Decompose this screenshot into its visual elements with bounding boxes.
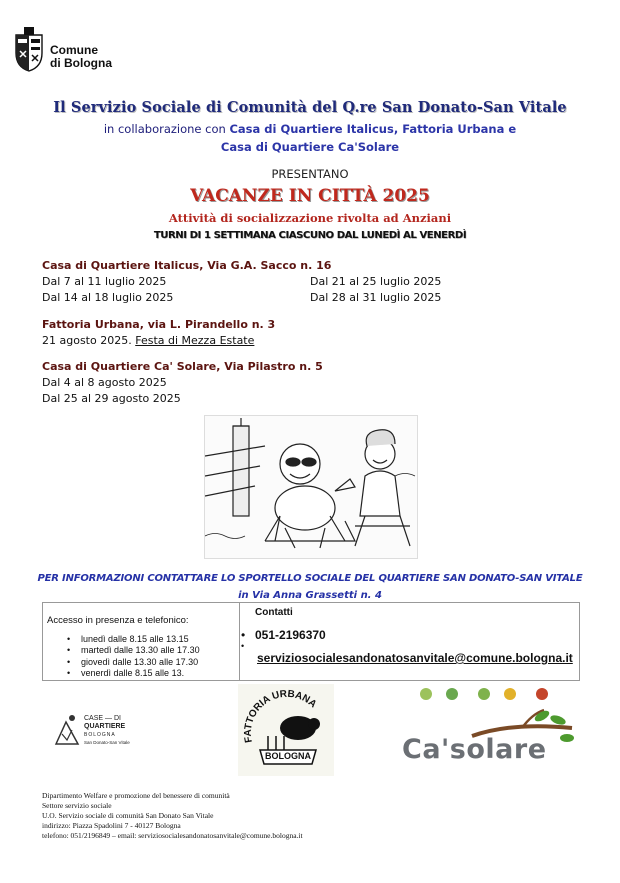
location-casolare: Casa di Quartiere Ca' Solare, Via Pilastro n. 5 xyxy=(42,360,323,373)
footer-line: Dipartimento Welfare e promozione del benessere di comunità xyxy=(42,791,230,800)
casolare-date: Dal 4 al 8 agosto 2025 xyxy=(42,376,167,389)
presentano-label: PRESENTANO xyxy=(271,167,349,181)
casolare-date: Dal 25 al 29 agosto 2025 xyxy=(42,392,181,405)
opening-hours-list xyxy=(67,634,200,679)
hours-item: • martedì dalle 13.30 alle 17.30 xyxy=(67,645,200,656)
document-title: Il Servizio Sociale di Comunità del Q.re San Donato-San Vitale xyxy=(53,99,567,116)
cq-line-2: QUARTIERE xyxy=(84,723,126,730)
collab-line-2: Casa di Quartiere Ca'Solare xyxy=(220,140,400,154)
cartoon-illustration xyxy=(204,415,418,559)
access-label: Accesso in presenza e telefonico: xyxy=(47,615,189,626)
hours-item: • giovedì dalle 13.30 alle 17.30 xyxy=(67,657,200,668)
italicus-date: Dal 7 al 11 luglio 2025 xyxy=(42,275,167,288)
hours-item: • venerdì dalle 8.15 alle 13. xyxy=(67,668,200,679)
collab-line-1 xyxy=(0,122,620,136)
fattoria-date-line xyxy=(42,334,254,347)
fattoria-logo-bologna: BOLOGNA xyxy=(265,751,311,761)
table-divider xyxy=(239,603,240,680)
festa-link[interactable]: Festa di Mezza Estate xyxy=(135,334,255,347)
bullet-icon: • xyxy=(241,628,246,642)
case-quartiere-logo xyxy=(54,705,164,755)
bullet-icon: • xyxy=(241,641,245,651)
casolare-logo-text: Ca'solare xyxy=(402,734,547,765)
cq-line-1: CASE — DI xyxy=(84,715,121,722)
event-title: VACANZE IN CITTÀ 2025 xyxy=(190,186,430,206)
turni-note: TURNI DI 1 SETTIMANA CIASCUNO DAL LUNEDÌ AL VENERDÌ xyxy=(153,230,467,241)
location-italicus: Casa di Quartiere Italicus, Via G.A. Sacco n. 16 xyxy=(42,259,332,272)
cq-line-3: BOLOGNA xyxy=(84,732,116,738)
italicus-date: Dal 14 al 18 luglio 2025 xyxy=(42,291,174,304)
comune-logo xyxy=(12,27,122,75)
mountain-icon xyxy=(54,710,80,746)
italicus-date: Dal 28 al 31 luglio 2025 xyxy=(310,291,442,304)
comune-logo-text xyxy=(50,44,112,70)
contacts-label: Contatti xyxy=(255,607,293,618)
logo-line-1: Comune xyxy=(50,43,98,57)
casolare-logo xyxy=(402,684,578,776)
fattoria-urbana-logo xyxy=(238,684,334,776)
event-subtitle: Attività di socializzazione rivolta ad Anziani xyxy=(168,211,452,225)
footer-line: U.O. Servizio sociale di comunità San Donato San Vitale xyxy=(42,811,214,820)
info-address: in Via Anna Grassetti n. 4 xyxy=(238,590,382,601)
footer xyxy=(42,791,303,841)
collab-prefix: in collaborazione con xyxy=(103,122,226,136)
logo-line-2: di Bologna xyxy=(50,56,112,70)
location-fattoria: Fattoria Urbana, via L. Pirandello n. 3 xyxy=(42,318,276,331)
email-link[interactable]: serviziosocialesandonatosanvitale@comune.bologna.it xyxy=(257,651,573,665)
footer-line: Settore servizio sociale xyxy=(42,801,112,810)
collab-partners-1: Casa di Quartiere Italicus, Fattoria Urbana e xyxy=(229,122,517,136)
cq-line-4: San Donato-San Vitale xyxy=(84,740,130,745)
info-heading: PER INFORMAZIONI CONTATTARE LO SPORTELLO SOCIALE DEL QUARTIERE SAN DONATO-SAN VITALE xyxy=(37,573,583,584)
fattoria-date: 21 agosto 2025. xyxy=(42,334,132,347)
footer-line: telefono: 051/2196849 – email: serviziosocialesandonatosanvitale@comune.bologna.it xyxy=(42,831,303,840)
hours-item: • lunedì dalle 8.15 alle 13.15 xyxy=(67,634,200,645)
contact-table xyxy=(42,602,580,681)
bologna-crest-icon xyxy=(12,27,46,73)
fattoria-logo-icon xyxy=(238,684,334,776)
phone-number[interactable]: 051-2196370 xyxy=(255,628,326,642)
fattoria-logo-title: FATTORIA URBANA xyxy=(242,688,319,744)
italicus-date: Dal 21 al 25 luglio 2025 xyxy=(310,275,442,288)
footer-line: indirizzo: Piazza Spadolini 7 - 40127 Bologna xyxy=(42,821,181,830)
